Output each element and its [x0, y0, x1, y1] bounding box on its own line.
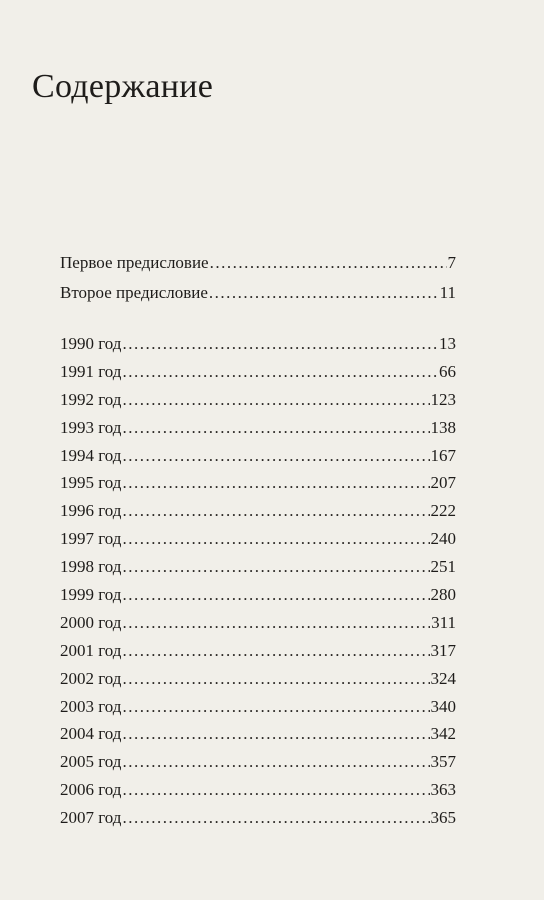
- toc-entry: [60, 525, 456, 553]
- dot-leader: [122, 386, 429, 414]
- dot-leader: [122, 414, 429, 442]
- toc-entry-label: 1992 год: [60, 389, 122, 409]
- toc-entry: [60, 442, 456, 470]
- toc-entry-page: 13: [439, 334, 456, 353]
- dot-leader: [122, 525, 429, 553]
- toc-entry: [60, 609, 456, 637]
- toc-entry-label: 1993 год: [60, 417, 122, 437]
- toc-entry-label: 1997 год: [60, 529, 122, 549]
- dot-leader: [122, 581, 429, 609]
- toc-entry: [60, 637, 456, 665]
- toc-entry: [60, 278, 456, 308]
- toc-entry: [60, 358, 456, 386]
- toc-entry-page: 222: [430, 501, 456, 521]
- dot-leader: [122, 358, 438, 386]
- toc-entry-label: 2001 год: [60, 640, 122, 660]
- toc-entry-page: 123: [430, 389, 456, 409]
- toc-entry-page: 340: [430, 696, 456, 716]
- toc-entry: [60, 748, 456, 776]
- dot-leader: [122, 497, 429, 525]
- toc-entry-page: 365: [430, 808, 456, 828]
- dot-leader: [122, 748, 429, 776]
- toc-entry: [60, 469, 456, 497]
- toc-entry-label: 2006 год: [60, 780, 122, 800]
- toc-entry-page: 280: [430, 585, 456, 605]
- dot-leader: [122, 637, 429, 665]
- toc-entry-label: 2007 год: [60, 808, 122, 828]
- dot-leader: [210, 248, 447, 278]
- toc-entry: [60, 665, 456, 693]
- toc-entry-page: 11: [439, 283, 456, 302]
- toc-entry: [60, 497, 456, 525]
- toc-entry-page: 167: [430, 445, 456, 465]
- toc-entry: [60, 386, 456, 414]
- toc-entry: [60, 776, 456, 804]
- toc-entry: [60, 804, 456, 832]
- toc-entry-label: 1995 год: [60, 473, 122, 493]
- toc-entry: [60, 581, 456, 609]
- page-title: Содержание: [32, 68, 214, 105]
- toc-entry-label: 2000 год: [60, 612, 122, 632]
- toc-entry-label: 1998 год: [60, 557, 122, 577]
- toc-entry-page: 138: [430, 417, 456, 437]
- toc-entry-label: 1994 год: [60, 445, 122, 465]
- dot-leader: [122, 720, 429, 748]
- toc-entry-page: 324: [430, 668, 456, 688]
- toc-entry-page: 240: [430, 529, 456, 549]
- dot-leader: [122, 693, 429, 721]
- toc-entry: [60, 414, 456, 442]
- dot-leader: [122, 804, 429, 832]
- toc-entry-label: 1996 год: [60, 501, 122, 521]
- dot-leader: [122, 469, 429, 497]
- toc-entry-label: 2005 год: [60, 752, 122, 772]
- toc-entry-label: 1991 год: [60, 361, 122, 381]
- toc-entry-label: 1990 год: [60, 334, 122, 353]
- dot-leader: [122, 553, 429, 581]
- toc-entry-page: 207: [430, 473, 456, 493]
- toc-entry: [60, 553, 456, 581]
- toc-entry-page: 357: [430, 752, 456, 772]
- toc-years: [60, 330, 456, 832]
- toc-entry-page: 311: [431, 612, 456, 632]
- toc-entry: [60, 330, 456, 358]
- dot-leader: [209, 278, 439, 308]
- dot-leader: [122, 442, 429, 470]
- dot-leader: [122, 609, 430, 637]
- toc-entry-label: Первое предисловие: [60, 253, 209, 272]
- toc-entry-page: 251: [430, 557, 456, 577]
- toc-entry-label: 2004 год: [60, 724, 122, 744]
- toc-entry-label: 2003 год: [60, 696, 122, 716]
- toc-entry-page: 363: [430, 780, 456, 800]
- dot-leader: [122, 330, 438, 358]
- dot-leader: [122, 665, 429, 693]
- toc-entry-page: 317: [430, 640, 456, 660]
- toc-entry: [60, 248, 456, 278]
- toc-entry-page: 7: [447, 253, 456, 272]
- toc-entry: [60, 693, 456, 721]
- toc-prefaces: [60, 248, 456, 308]
- toc-entry-page: 342: [430, 724, 456, 744]
- toc-entry-page: 66: [439, 361, 456, 381]
- toc-entry: [60, 720, 456, 748]
- toc-entry-label: 2002 год: [60, 668, 122, 688]
- toc-entry-label: 1999 год: [60, 585, 122, 605]
- dot-leader: [122, 776, 429, 804]
- toc-entry-label: Второе предисловие: [60, 283, 208, 302]
